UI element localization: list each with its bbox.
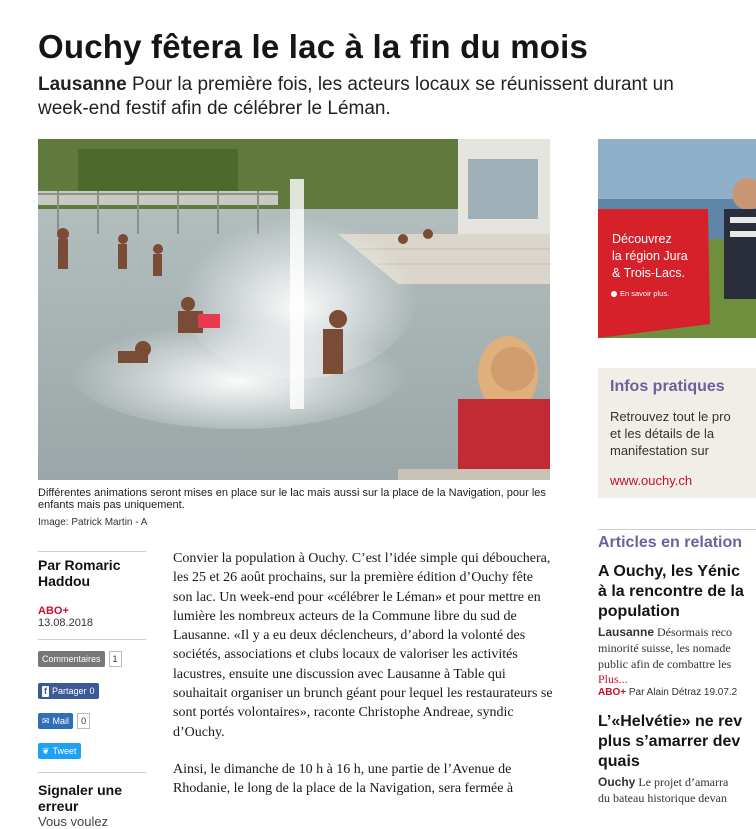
- mail-row: [38, 712, 146, 730]
- lead-line-2: week-end festif afin de célébrer le Léman.: [38, 98, 391, 119]
- lead-place: Lausanne: [38, 74, 127, 95]
- tweet-button[interactable]: [38, 743, 81, 759]
- infos-line: manifestation sur: [610, 443, 709, 458]
- headline-line: population: [598, 603, 680, 620]
- lead-line-1: Pour la première fois, les acteurs locaux se réunissent durant un: [131, 74, 674, 95]
- fountain-photo-illustration: [38, 139, 550, 480]
- teaser-line: du bateau historique devan: [598, 791, 727, 805]
- divider: [38, 551, 146, 552]
- divider: [38, 639, 146, 640]
- social-buttons: [38, 650, 146, 760]
- headline-line: à la rencontre de la: [598, 583, 744, 600]
- infos-pratiques-box: [598, 368, 756, 498]
- abo-badge: ABO+: [38, 605, 69, 617]
- comments-count: 1: [109, 651, 122, 667]
- related-headline[interactable]: [598, 562, 756, 622]
- share-row: [38, 682, 146, 700]
- comments-row: [38, 650, 146, 668]
- related-place: Lausanne: [598, 625, 655, 639]
- ad-line: Découvrez: [612, 232, 672, 246]
- report-error-text: Vous voulez: [38, 814, 109, 829]
- related-meta: [598, 687, 756, 698]
- related-item[interactable]: [598, 562, 756, 698]
- teaser-line: Désormais reco: [657, 625, 732, 639]
- infos-line: Retrouvez tout le pro: [610, 409, 731, 424]
- related-title: Articles en relation: [598, 534, 743, 551]
- related-teaser: [598, 774, 756, 806]
- mail-count: 0: [77, 713, 90, 729]
- headline-line: L’«Helvétie» ne rev: [598, 713, 743, 730]
- headline-line: plus s’amarrer dev: [598, 733, 741, 750]
- comments-button[interactable]: Commentaires: [38, 651, 105, 667]
- headline-line: A Ouchy, les Yénic: [598, 563, 740, 580]
- author-name[interactable]: Par Romaric Haddou: [38, 557, 121, 589]
- twitter-icon: ❦: [42, 746, 50, 756]
- teaser-line: public afin de combattre les: [598, 657, 732, 671]
- photo-caption: Différentes animations seront mises en place sur le lac mais aussi sur la place de la Navigation, pour les enfants mais pas uniquement.: [38, 487, 546, 511]
- report-error-title[interactable]: Signaler une erreur: [38, 782, 123, 814]
- related-more-link[interactable]: Plus...: [598, 672, 628, 686]
- infos-title: Infos pratiques: [610, 378, 725, 395]
- divider: [598, 529, 756, 530]
- related-articles: [598, 529, 756, 806]
- related-byline: Par Alain Détraz 19.07.2: [628, 687, 738, 698]
- headline-line: quais: [598, 753, 640, 770]
- photo-credit: Image: Patrick Martin - A: [38, 517, 148, 528]
- teaser-line: Le projet d’amarra: [638, 775, 729, 789]
- ad-text: [612, 231, 688, 282]
- body-paragraph: Convier la population à Ouchy. C’est l’idée simple qui débouchera, les 25 et 26 août prochains, sur la première édition d’Ouchy fête son lac. Un week-end pour «célébrer le Léman» et pour mettre en lumière les nombreux acteurs de la Commune libre du sud de Lausanne. «Il y a eu deux déclencheurs, d’abord la volonté des sociétés, associations et clubs locaux de valoriser les activités lacustres, ensuite une discussion avec Lausanne à Table qui souhaitait organiser un brunch géant pour lequel les restaurateurs se sont portés volontaires», raconte Christophe Andreae, syndic d’Ouchy.: [173, 551, 553, 740]
- article-title: Ouchy fêtera le lac à la fin du mois: [38, 28, 589, 65]
- share-count: 0: [89, 686, 95, 696]
- abo-badge: ABO+: [598, 687, 627, 698]
- related-item[interactable]: [598, 712, 756, 806]
- ad-more-link[interactable]: En savoir plus.: [620, 289, 670, 298]
- tweet-label: Tweet: [52, 746, 77, 756]
- article-body: [173, 549, 553, 817]
- ad-line: la région Jura: [612, 249, 688, 263]
- mail-button[interactable]: [38, 713, 73, 729]
- article-photo[interactable]: [38, 139, 550, 480]
- teaser-line: minorité suisse, les nomade: [598, 641, 731, 655]
- body-paragraph: Ainsi, le dimanche de 10 h à 16 h, une partie de l’Avenue de Rhodanie, le long de la place de la Navigation, sera fermée à: [173, 761, 514, 797]
- infos-link[interactable]: www.ouchy.ch: [610, 473, 693, 488]
- facebook-share-button[interactable]: [38, 683, 99, 699]
- infos-line: et les détails de la: [610, 426, 715, 441]
- author-sidebar: [38, 551, 146, 829]
- ad-line: & Trois-Lacs.: [612, 266, 685, 280]
- infos-text: [610, 408, 731, 459]
- related-teaser: [598, 624, 756, 672]
- ad-banner[interactable]: [598, 139, 756, 338]
- article-lead: [38, 73, 756, 121]
- related-headline[interactable]: [598, 712, 756, 772]
- divider: [38, 772, 146, 773]
- tweet-row: [38, 742, 146, 760]
- article-date: 13.08.2018: [38, 617, 94, 629]
- related-place: Ouchy: [598, 775, 636, 789]
- mail-icon: ✉: [42, 716, 50, 726]
- facebook-icon: f: [44, 685, 47, 696]
- mail-label: Mail: [52, 716, 70, 726]
- share-label: Partager: [52, 686, 87, 696]
